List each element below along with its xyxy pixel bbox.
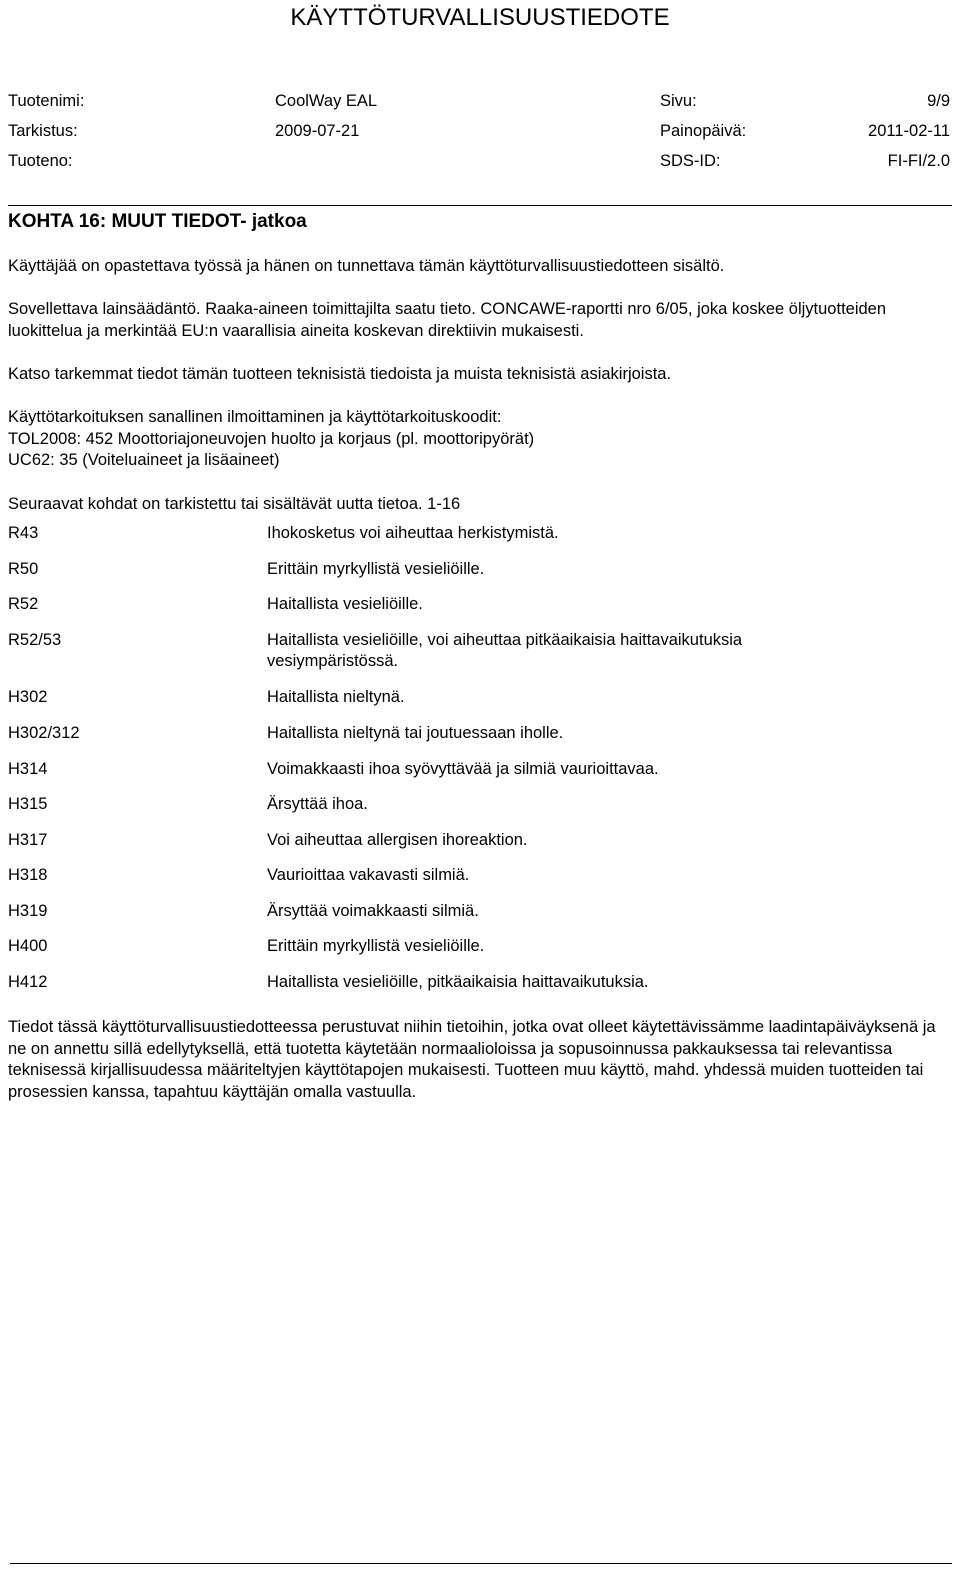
phrase-text: Voi aiheuttaa allergisen ihoreaktion. <box>267 830 528 849</box>
usage-uc-code: UC62: 35 (Voiteluaineet ja lisäaineet) <box>8 451 280 469</box>
list-item <box>8 901 952 923</box>
disclaimer-paragraph: Tiedot tässä käyttöturvallisuustiedotteessa perustuvat niihin tietoihin, jotka ovat olleet käytettävissämme laadintapäiväyksenä ja ne on annettu sillä edellytyksellä, että tuotetta käytetään normaalioloissa ja sopusoinnussa pakkauksessa tai relevantissa teknisessä kirjallisuudessa määriteltyjen käyttötapojen mukaisesti. Tuotteen muu käyttö, mahd. yhdessä muiden tuotteiden tai prosessien kanssa, tapahtuu käyttäjän omalla vastuulla. <box>8 1018 936 1101</box>
print-date-label: Painopäivä: <box>660 122 747 140</box>
list-item <box>8 523 952 545</box>
phrase-code: H319 <box>8 901 48 920</box>
phrase-text: Erittäin myrkyllistä vesieliöille. <box>267 559 485 578</box>
header-row-product-number <box>8 150 950 172</box>
phrase-code: H318 <box>8 866 48 884</box>
phrase-text: Ärsyttää voimakkaasti silmiä. <box>267 901 479 920</box>
revision-value: 2009-07-21 <box>275 122 360 140</box>
phrase-code: H412 <box>8 972 48 991</box>
list-item <box>8 559 952 581</box>
section-top-divider <box>8 205 952 206</box>
document-title: KÄYTTÖTURVALLISUUSTIEDOTE <box>290 4 670 31</box>
phrase-code: R52/53 <box>8 630 62 649</box>
sds-id-label: SDS-ID: <box>660 152 721 170</box>
product-number-label: Tuoteno: <box>8 152 73 170</box>
list-item <box>8 630 952 673</box>
hazard-phrase-list <box>8 523 952 1007</box>
usage-tol-code: TOL2008: 452 Moottoriajoneuvojen huolto ja korjaus (pl. moottoripyörät) <box>8 429 535 448</box>
phrase-code: H315 <box>8 795 48 813</box>
page-value: 9/9 <box>927 92 950 110</box>
phrase-text: Vaurioittaa vakavasti silmiä. <box>267 866 470 884</box>
phrase-text: Erittäin myrkyllistä vesieliöille. <box>267 937 485 955</box>
phrase-code: H302/312 <box>8 724 80 742</box>
print-date-value: 2011-02-11 <box>868 122 950 140</box>
phrase-text: Haitallista nieltynä. <box>267 687 405 706</box>
sds-id-value: FI-FI/2.0 <box>887 152 950 170</box>
page-label: Sivu: <box>660 92 697 110</box>
intro-paragraph: Käyttäjää on opastettava työssä ja hänen on tunnettava tämän käyttöturvallisuustiedotteen sisältö. <box>8 257 725 275</box>
details-paragraph: Katso tarkemmat tiedot tämän tuotteen teknisistä tiedoista ja muista teknisistä asiakirjoista. <box>8 365 672 383</box>
phrase-text: Ärsyttää ihoa. <box>267 795 368 813</box>
usage-block <box>8 407 952 472</box>
usage-title: Käyttötarkoituksen sanallinen ilmoittaminen ja käyttötarkoituskoodit: <box>8 408 502 426</box>
list-item <box>8 936 952 958</box>
list-item <box>8 830 952 852</box>
phrase-text: Haitallista vesieliöille. <box>267 595 423 613</box>
list-item <box>8 972 952 994</box>
phrase-code: R50 <box>8 559 39 578</box>
footer-divider <box>10 1563 952 1564</box>
phrase-text: Voimakkaasti ihoa syövyttävää ja silmiä vaurioittavaa. <box>267 759 659 778</box>
list-item <box>8 759 952 781</box>
phrase-code: H302 <box>8 687 48 706</box>
header-row-revision <box>8 120 950 142</box>
phrase-text: Ihokosketus voi aiheuttaa herkistymistä. <box>267 524 559 542</box>
revision-label: Tarkistus: <box>8 122 78 140</box>
phrase-text: Haitallista nieltynä tai joutuessaan iholle. <box>267 724 564 742</box>
phrase-code: H400 <box>8 937 48 955</box>
phrase-text: Haitallista vesieliöille, voi aiheuttaa pitkäaikaisia haittavaikutuksia vesiympäristössä. <box>267 630 743 670</box>
legislation-paragraph: Sovellettava lainsäädäntö. Raaka-aineen toimittajilta saatu tieto. CONCAWE-raportti nro 6/05, joka koskee öljytuotteiden luokittelua ja merkintää EU:n vaarallisia aineita koskevan direktiivin mukaisesti. <box>8 300 887 340</box>
list-item <box>8 594 952 616</box>
list-item <box>8 687 952 709</box>
phrase-code: H314 <box>8 759 48 778</box>
phrase-code: H317 <box>8 830 48 849</box>
revised-sections-note: Seuraavat kohdat on tarkistettu tai sisältävät uutta tietoa. 1-16 <box>8 495 461 513</box>
header-row-product-name <box>8 90 950 112</box>
phrase-code: R52 <box>8 595 39 613</box>
product-name-label: Tuotenimi: <box>8 92 85 110</box>
phrase-text: Haitallista vesieliöille, pitkäaikaisia haittavaikutuksia. <box>267 972 649 991</box>
list-item <box>8 865 952 887</box>
list-item <box>8 723 952 745</box>
section-heading: KOHTA 16: MUUT TIEDOT- jatkoa <box>8 211 307 232</box>
phrase-code: R43 <box>8 524 39 542</box>
product-name-value: CoolWay EAL <box>275 92 378 110</box>
list-item <box>8 794 952 816</box>
